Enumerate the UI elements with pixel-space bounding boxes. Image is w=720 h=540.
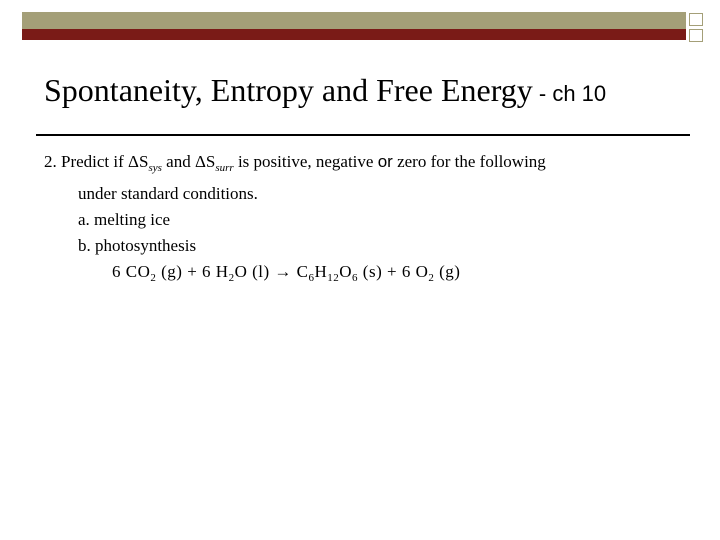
question-line-1 — [44, 149, 684, 181]
eq-part-3: O (l) → C — [234, 262, 309, 281]
header-band-dark — [22, 29, 686, 40]
eq-part-4: H — [314, 262, 328, 281]
corner-square-top — [689, 13, 703, 26]
entropy-symbol-sys: S — [138, 152, 149, 171]
title-divider — [36, 134, 690, 136]
eq-part-2: (g) + 6 H — [156, 262, 229, 281]
eq-sub-4: 12 — [327, 272, 340, 284]
header-band-olive — [22, 12, 686, 29]
question-or: or — [377, 152, 393, 171]
entropy-symbol-surr: S — [205, 152, 216, 171]
delta-symbol-1: Δ — [128, 152, 139, 171]
slide-title-main: Spontaneity, Entropy and Free Energy — [44, 72, 533, 108]
eq-part-5: O — [339, 262, 353, 281]
eq-sub-6: 2 — [428, 272, 435, 284]
eq-sub-2: 2 — [228, 272, 235, 284]
delta-symbol-2: Δ — [194, 152, 206, 171]
eq-sub-5: 6 — [352, 272, 359, 284]
question-number: 2. Predict if — [44, 152, 129, 171]
photosynthesis-equation — [44, 259, 684, 291]
corner-square-bottom — [689, 29, 703, 42]
eq-part-1: 6 CO — [112, 262, 151, 281]
item-b: b. photosynthesis — [78, 236, 197, 255]
question-and: and — [161, 152, 195, 171]
slide-body — [44, 149, 684, 291]
item-a: a. melting ice — [78, 210, 171, 229]
slide-title — [44, 68, 606, 116]
eq-sub-1: 2 — [150, 272, 157, 284]
question-end: zero for the following — [392, 152, 546, 171]
eq-part-7: (g) — [434, 262, 461, 281]
slide-title-suffix: - ch 10 — [532, 81, 607, 106]
subscript-sys: sys — [148, 162, 162, 174]
subscript-surr: surr — [215, 162, 234, 174]
eq-part-6: (s) + 6 O — [358, 262, 429, 281]
question-after: is positive, negative — [233, 152, 378, 171]
eq-sub-3: 6 — [308, 272, 315, 284]
question-line-2: under standard conditions. — [78, 184, 258, 203]
